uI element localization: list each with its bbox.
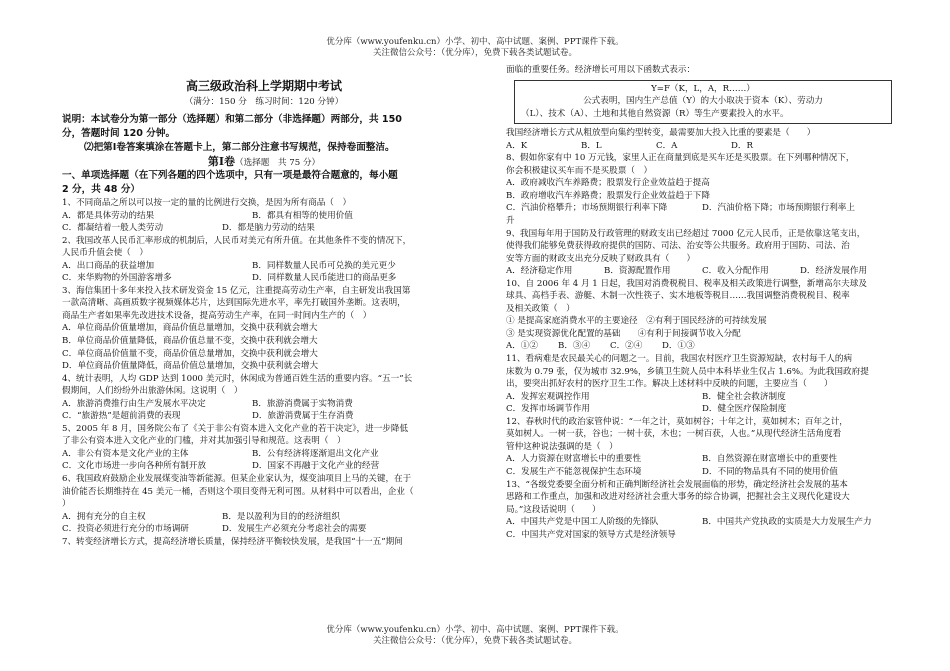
question-8-line-1: 8、假如你家有中 10 万元钱，家里人正在商量到底是买车还是买股票。在下列哪种情况下，: [506, 153, 855, 164]
q1-option-d: D．都是脑力劳动的结果: [222, 223, 315, 234]
instructions-line-1: 说明：本试卷分为第一部分（选择题）和第二部分（非选择题）两部分，共 150: [62, 114, 402, 125]
q12-option-d: D．不同的物品具有不同的使用价值: [702, 466, 838, 477]
q5-options-row-2: [62, 460, 466, 473]
q5-options-row-1: [62, 448, 466, 461]
q11-option-b: B．健全社会救济制度: [702, 391, 786, 402]
q6-option-d: D．发展生产必须充分考虑社会的需要: [222, 524, 367, 535]
q8-option-c: C．汽油价格攀升；市场预期银行利率下降: [506, 203, 668, 214]
q10-option-c: C．②④: [610, 341, 643, 352]
q12-options-row-1: [506, 453, 900, 466]
question-5-line-1: 5、2005 年 8 月，国务院公布了《关于非公有资本进入文化产业的若干决定》，进一步降低: [62, 423, 409, 434]
question-11-line-2: 床数为 0.79 张，仅为城市 32.9%，乡镇卫生院人员中本科毕业生仅占 1.6%。为此我国政府提: [506, 366, 869, 377]
formula: Y=F（K，L，A，R……）: [651, 83, 755, 94]
left-column: [62, 64, 466, 548]
q1-options-row-1: [62, 210, 466, 223]
q13-options-row-1: [506, 516, 900, 529]
q9-option-a: A．经济稳定作用: [506, 266, 573, 277]
question-9-line-2: 使得我们能够免费获得政府提供的国防、司法、治安等公共服务。政府用于国防、司法、治: [506, 241, 850, 252]
section-heading: [62, 155, 466, 169]
q8-option-d-continued: 升: [506, 216, 515, 227]
q2-option-a: A．出口商品的获益增加: [62, 260, 155, 271]
q6-option-b: B．是以盈利为目的的经济组织: [222, 511, 341, 522]
q10-option-d: D．①③: [662, 341, 695, 352]
q7-prompt: 我国经济增长方式从粗放型向集约型转变，最需要加大投入比重的要素是（ ）: [506, 128, 816, 139]
q9-option-c: C．收入分配作用: [702, 266, 769, 277]
q7-option-d: D．R: [731, 140, 753, 151]
q10-option-b: B．③④: [558, 341, 591, 352]
q7-continued: 面临的重要任务。经济增长可用以下函数式表示：: [506, 65, 696, 75]
formula-box: [514, 80, 892, 125]
q2-option-b: B．同样数量人民币可兑换的美元更少: [252, 260, 396, 271]
q4-option-b: B．旅游消费属于实物消费: [252, 398, 353, 409]
q3-option-d: D．单位商品价值量降低，商品价值总量增加，交换中获利就会增大: [62, 361, 319, 372]
question-12-line-3: 管仲这种说法强调的是（ ）: [506, 441, 618, 452]
instructions-line-3: ⑵把第Ⅰ卷答案填涂在答题卡上，第二部分注意书写规范，保持卷面整洁。: [84, 142, 395, 153]
q8-option-b: B．政府增收汽车养路费；股票发行企业效益趋于下降: [506, 190, 710, 201]
question-2-line-1: 2、我国改革人民币汇率形成的机制后，人民币对美元有所升值。在其他条件不变的情况下，: [62, 235, 412, 246]
q9-option-b: B．资源配置作用: [604, 266, 671, 277]
q10-options: [506, 340, 900, 353]
q10-statements-1: ① 是提高家庭消费水平的主要途径 ②有利于国民经济的可持续发展: [506, 316, 767, 327]
right-column: [506, 64, 900, 541]
question-9-line-3: 安等方面的财政支出充分反映了财政具有（ ）: [506, 253, 696, 264]
q8-option-a: A．政府减收汽车养路费；股票发行企业效益趋于提高: [506, 178, 710, 189]
q11-option-d: D．健全医疗保险制度: [702, 404, 787, 415]
q8-option-d: D．汽油价格下降；市场预期银行利率上: [702, 203, 855, 214]
question-6-line-3: ）: [62, 499, 71, 510]
q7-option-a: A．K: [506, 140, 528, 151]
q8-options-row-cd: [506, 202, 900, 215]
question-5-line-2: 了非公有资本进入文化产业的门槛，并对其加强引导和规范。这表明（ ）: [62, 436, 346, 447]
q12-option-c: C．发展生产不能忽视保护生态环境: [506, 466, 642, 477]
q2-options-row-2: [62, 272, 466, 285]
question-11-line-3: 出，要突出抓好农村的医疗卫生工作。解决上述材料中反映的问题，主要应当（ ）: [506, 379, 833, 390]
footer-line-1: 优分库（www.youfenku.cn）小学、初中、高中试题、案例、PPT课件下载。: [326, 625, 624, 635]
q4-option-a: A．旅游消费推行由生产发展水平决定: [62, 398, 206, 409]
q1-option-a: A．都是具体劳动的结果: [62, 210, 155, 221]
header-line-2: 关注微信公众号：（优分库），免费下载各类试题试卷。: [372, 48, 577, 58]
formula-explanation-1: 公式表明，国内生产总值（Y）的大小取决于资本（K）、劳动力: [583, 96, 823, 107]
q11-option-c: C．发挥市场调节作用: [506, 404, 590, 415]
question-12-line-1: 12、春秋时代的政治家管仲说：“一年之计，莫如树谷；十年之计，莫如树木；百年之计，: [506, 416, 848, 427]
section-note: （选择题 共 75 分）: [235, 158, 321, 168]
question-10-line-2: 球具、高档手表、游艇、木制一次性筷子、实木地板等税目……我国调整消费税税目、税率: [506, 291, 850, 302]
exam-subtitle: （满分：150 分 练习时间：120 分钟）: [184, 97, 344, 107]
q13-option-b: B．中国共产党执政的实质是大力发展生产力: [702, 517, 872, 528]
q10-statements-2: ③ 是实现资源优化配置的基础 ④有利于间接调节收入分配: [506, 328, 741, 339]
page-header: [0, 37, 950, 59]
q7-option-b: B．L: [581, 140, 602, 151]
q7-options: [506, 140, 900, 153]
q13-option-c: C．中国共产党对国家的领导方式是经济领导: [506, 529, 676, 540]
exam-title: 高三级政治科上学期期中考试: [185, 79, 342, 93]
question-6-line-1: 6、我国政府鼓励企业发展煤变油等新能源。但某企业家认为，煤变油项目上马的关键，在于: [62, 474, 412, 485]
question-10-line-3: 及相关政策（ ）: [506, 303, 575, 314]
instructions-line-2: 分，答题时间 120 分钟。: [62, 128, 176, 139]
question-9-line-1: 9、我国每年用于国防及行政管理的财政支出已经超过 7000 亿元人民币，正是依靠这笔支出，: [506, 228, 866, 239]
q2-option-d: D．同样数量人民币能进口的商品更多: [252, 273, 397, 284]
question-8-line-2: 你会积极建议买车而不是买股票（ ）: [506, 165, 653, 176]
q11-options-row-1: [506, 391, 900, 404]
q4-option-d: D．旅游消费属于生存消费: [252, 411, 354, 422]
q2-options-row-1: [62, 260, 466, 273]
question-6-line-2: 油价能否长期维持在 45 美元一桶，否则这个项目变得无利可图。从材料中可以看出，企业（: [62, 486, 414, 497]
q3-option-c: C．单位商品价值量不变，商品价值总量增加，交换中获利就会增大: [62, 348, 318, 359]
page-footer: [0, 625, 950, 647]
part-heading-2: 2 分，共 48 分）: [62, 184, 141, 195]
q3-option-a: A．单位商品价值量增加，商品价值总量增加，交换中获利就会增大: [62, 323, 318, 334]
header-line-1: 优分库（www.youfenku.cn）小学、初中、高中试题、案例、PPT课件下载。: [326, 37, 624, 47]
question-1: 1、不同商品之所以可以按一定的量的比例进行交换，是因为所有商品（ ）: [62, 198, 352, 208]
question-12-line-2: 莫如树人。一树一获，谷也；一树十获，木也；一树百获，人也。”从现代经济生活角度看: [506, 429, 842, 440]
q6-options-row-2: [62, 523, 466, 536]
question-3-line-3: 商品生产者如果率先改进技术设备，提高劳动生产率，在同一时间内生产的（ ）: [62, 310, 372, 321]
q6-options-row-1: [62, 511, 466, 524]
q11-option-a: A．发挥宏观调控作用: [506, 391, 590, 402]
q1-option-c: C．都凝结着一般人类劳动: [62, 223, 164, 234]
q10-option-a: A．①②: [506, 341, 538, 352]
part-heading-1: 一、单项选择题（在下列各题的四个选项中，只有一项是最符合题意的，每小题: [62, 170, 398, 181]
question-7-line-1: 7、转变经济增长方式，提高经济增长质量，保持经济平衡较快发展，是我国“十一五”期间: [62, 536, 403, 547]
q7-option-c: C．A: [656, 140, 678, 151]
q6-option-a: A．拥有充分的自主权: [62, 511, 146, 522]
question-11-line-1: 11、看病难是农民最关心的问题之一。目前，我国农村医疗卫生资源短缺，农村每千人的病: [506, 354, 853, 365]
q4-options-row-1: [62, 398, 466, 411]
question-13-line-3: 局。”这段话说明（ ）: [506, 504, 601, 515]
q12-option-b: B．自然资源在财富增长中的重要性: [702, 454, 838, 465]
question-3-line-1: 3、海信集团十多年来投入技术研发资金 15 亿元，注重提高劳动生产率，自主研发出我国第: [62, 285, 411, 296]
question-13-line-1: 13、“各级党委要全面分析和正确判断经济社会发展面临的形势，确定经济社会发展的基本: [506, 479, 848, 490]
q2-option-c: C．来华购物的外国游客增多: [62, 273, 172, 284]
q12-option-a: A．人力资源在财富增长中的重要性: [506, 454, 642, 465]
q9-option-d: D．经济发展作用: [800, 266, 868, 277]
q4-option-c: C．“旅游热”是超前消费的表现: [62, 411, 181, 422]
question-13-line-2: 思路和工作重点，加强和改进对经济社会重大事务的综合协调，把握社会主义现代化建设大: [506, 492, 850, 503]
question-10-line-1: 10、自 2006 年 4 月 1 日起，我国对消费税税目、税率及相关政策进行调整，新增高尔夫球及: [506, 278, 867, 289]
q6-option-c: C．投资必须进行充分的市场调研: [62, 524, 189, 535]
question-3-line-2: 一款高清晰、高画质数字视频媒体芯片，达到国际先进水平，率先打破国外垄断。这表明，: [62, 298, 406, 309]
question-2-line-2: 人民币升值会使（ ）: [62, 248, 148, 259]
q5-option-a: A．非公有资本是文化产业的主体: [62, 448, 189, 459]
q5-option-b: B．公有经济将逐渐退出文化产业: [252, 448, 379, 459]
section-title: 第Ⅰ卷: [207, 155, 235, 168]
q13-option-a: A．中国共产党是中国工人阶级的先锋队: [506, 517, 659, 528]
q11-options-row-2: [506, 403, 900, 416]
q1-option-b: B．都具有相等的使用价值: [252, 210, 353, 221]
q5-option-d: D．国家不再融于文化产业的经营: [252, 461, 380, 472]
question-4-line-2: 假期间，人们纷纷外出旅游休闲。这说明（ ）: [62, 386, 243, 397]
q1-options-row-2: [62, 222, 466, 235]
q12-options-row-2: [506, 466, 900, 479]
q5-option-c: C．文化市场进一步向各种所有制开放: [62, 461, 207, 472]
q4-options-row-2: [62, 410, 466, 423]
footer-line-2: 关注微信公众号：（优分库），免费下载各类试题试卷。: [372, 636, 577, 646]
q3-option-b: B．单位商品价值量降低，商品价值总量不变，交换中获利就会增大: [62, 336, 318, 347]
formula-explanation-2: （L）、技术（A）、土地和其他自然资源（R）等生产要素投入的水平。: [521, 108, 789, 119]
question-4-line-1: 4、统计表明，人均 GDP 达到 1000 美元时，休闲成为普通百姓生活的重要内容。“五一”长: [62, 373, 413, 384]
q9-options: [506, 265, 900, 278]
